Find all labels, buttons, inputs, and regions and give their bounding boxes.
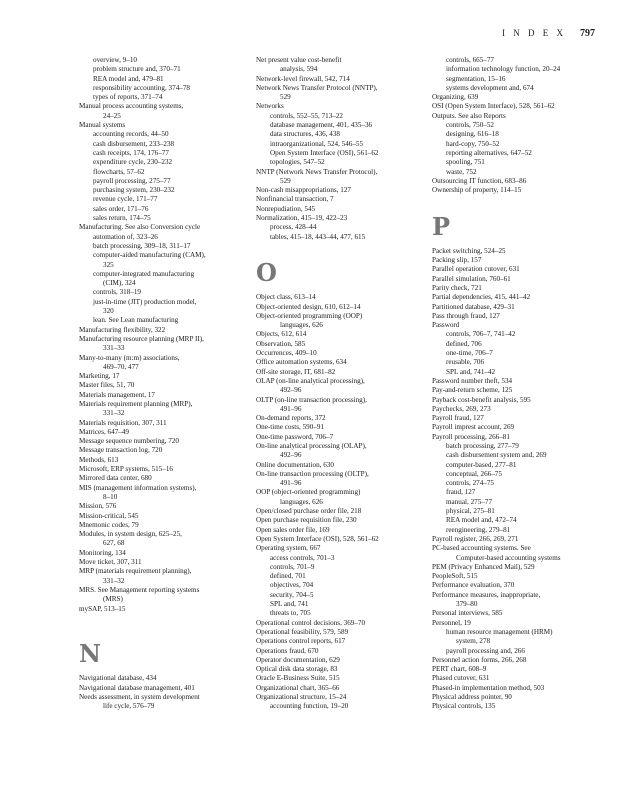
index-subentry: life cycle, 576–79 bbox=[103, 702, 155, 711]
index-entry: Network News Transfer Protocol (NNTP), bbox=[256, 83, 378, 92]
index-subentry: payroll processing and, 266 bbox=[446, 646, 525, 655]
index-subentry: 8–10 bbox=[103, 492, 118, 501]
index-entry: Outsourcing IT function, 683–86 bbox=[432, 176, 527, 185]
index-entry: Operating system, 667 bbox=[256, 544, 321, 553]
index-subentry: 627, 68 bbox=[103, 539, 125, 548]
index-column-left bbox=[79, 56, 255, 712]
index-entry: Performance evaluation, 370 bbox=[432, 581, 515, 590]
index-entry: PeopleSoft, 515 bbox=[432, 572, 478, 581]
index-subentry: revenue cycle, 171–77 bbox=[93, 195, 158, 204]
index-subentry: Open System Interface (OSI), 561–62 bbox=[270, 148, 379, 157]
index-entry: Partitioned database, 429–31 bbox=[432, 302, 515, 311]
index-subentry: problem structure and, 370–71 bbox=[93, 65, 181, 74]
index-entry: PC-based accounting systems. See bbox=[432, 544, 531, 553]
index-subentry: topologies, 547–52 bbox=[270, 158, 325, 167]
index-subentry: 331–32 bbox=[103, 409, 125, 418]
index-entry: Materials management, 17 bbox=[79, 390, 155, 399]
index-entry: OSI (Open System Interface), 528, 561–62 bbox=[432, 102, 555, 111]
index-entry: Personnel action forms, 266, 268 bbox=[432, 655, 527, 664]
index-subentry: (CIM), 324 bbox=[103, 279, 136, 288]
index-entry: Networks bbox=[256, 102, 284, 111]
index-subentry: REA model and, 479–81 bbox=[93, 74, 164, 83]
index-subentry: just-in-time (JIT) production model, bbox=[93, 297, 197, 306]
index-entry: Open purchase requisition file, 230 bbox=[256, 516, 357, 525]
index-entry: Microsoft, ERP systems, 515–16 bbox=[79, 465, 173, 474]
index-entry: Open/closed purchase order file, 218 bbox=[256, 507, 362, 516]
index-subentry: controls, 706–7, 741–42 bbox=[446, 330, 516, 339]
index-entry: Mission, 576 bbox=[79, 502, 117, 511]
index-subentry: computer-based, 277–81 bbox=[446, 460, 517, 469]
index-entry: One-time costs, 590–91 bbox=[256, 423, 325, 432]
index-subentry: SPL and, 741 bbox=[270, 600, 309, 609]
index-subentry: computer-aided manufacturing (CAM), bbox=[93, 251, 206, 260]
index-entry: Physical controls, 135 bbox=[432, 702, 496, 711]
index-subentry: (MRS) bbox=[103, 595, 123, 604]
index-entry: One-time password, 706–7 bbox=[256, 432, 334, 441]
index-subentry: 331–32 bbox=[103, 576, 125, 585]
index-entry: Phased-in implementation method, 503 bbox=[432, 683, 545, 692]
index-subentry: controls, 750–52 bbox=[446, 121, 494, 130]
index-column-middle bbox=[256, 56, 432, 712]
index-entry: Operations fraud, 670 bbox=[256, 646, 319, 655]
index-entry: Password bbox=[432, 321, 460, 330]
index-entry: Personnel, 19 bbox=[432, 618, 471, 627]
index-subentry: payroll processing, 275–77 bbox=[93, 176, 171, 185]
index-subentry: SPL and, 741–42 bbox=[446, 367, 496, 376]
index-subentry: physical, 275–81 bbox=[446, 507, 495, 516]
index-entry: Phased cutover, 631 bbox=[432, 674, 490, 683]
index-subentry: responsibility accounting, 374–78 bbox=[93, 83, 190, 92]
index-subentry: batch processing, 309–18, 311–17 bbox=[93, 241, 191, 250]
section-spacer bbox=[256, 242, 432, 251]
index-entry: On-line analytical processing (OLAP), bbox=[256, 441, 367, 450]
index-subentry: threats to, 705 bbox=[270, 609, 311, 618]
index-subentry: 529 bbox=[280, 93, 291, 102]
index-subentry: defined, 706 bbox=[446, 339, 482, 348]
index-entry: Master files, 51, 70 bbox=[79, 381, 135, 390]
index-subentry: accounting function, 19–20 bbox=[270, 702, 349, 711]
index-entry: Organizational chart, 365–66 bbox=[256, 683, 340, 692]
index-entry: Payroll processing, 266–81 bbox=[432, 432, 510, 441]
index-entry: MRP (materials requirement planning), bbox=[79, 567, 192, 576]
index-entry: Many-to-many (m:m) associations, bbox=[79, 353, 180, 362]
index-entry: Physical address pointer, 90 bbox=[432, 693, 512, 701]
index-entry: Manual systems bbox=[79, 121, 126, 130]
index-entry: On-demand reports, 372 bbox=[256, 414, 326, 423]
index-entry: Nonrepudiation, 545 bbox=[256, 204, 316, 213]
index-subentry: database management, 401, 435–36 bbox=[270, 121, 373, 130]
running-head bbox=[502, 28, 595, 39]
index-entry: Mnemonic codes, 79 bbox=[79, 520, 139, 529]
index-subentry: access controls, 701–3 bbox=[270, 553, 335, 562]
index-entry: Observation, 585 bbox=[256, 339, 306, 348]
section-spacer bbox=[432, 195, 602, 204]
index-entry: Manual process accounting systems, bbox=[79, 102, 184, 111]
index-entry: Pay-and-return scheme, 125 bbox=[432, 386, 513, 395]
section-letter: N bbox=[79, 639, 101, 669]
index-entry: Partial dependencies, 415, 441–42 bbox=[432, 293, 531, 302]
index-subentry: automation of, 323–26 bbox=[93, 232, 158, 241]
index-entry: Outputs. See also Reports bbox=[432, 111, 506, 120]
index-entry: Navigational database management, 401 bbox=[79, 683, 195, 692]
index-entry: Operator documentation, 629 bbox=[256, 655, 340, 664]
section-letter: P bbox=[432, 211, 451, 241]
index-subentry: 529 bbox=[280, 176, 291, 185]
index-subentry: manual, 275–77 bbox=[446, 497, 493, 506]
index-entry: Nonfinancial transaction, 7 bbox=[256, 195, 334, 204]
index-entry: OOP (object-oriented programming) bbox=[256, 488, 361, 497]
index-entry: Materials requirement planning (MRP), bbox=[79, 399, 193, 408]
index-subentry: defined, 701 bbox=[270, 572, 306, 581]
index-entry: Occurrences, 409–10 bbox=[256, 349, 317, 358]
index-subentry: cash receipts, 174, 176–77 bbox=[93, 148, 169, 157]
index-subentry: 325 bbox=[103, 260, 114, 269]
index-subentry: 491–96 bbox=[280, 479, 302, 488]
index-entry: Online documentation, 630 bbox=[256, 460, 334, 469]
index-subentry: system, 278 bbox=[456, 637, 491, 646]
index-entry: Matrices, 647–49 bbox=[79, 427, 129, 436]
page-number: 797 bbox=[580, 28, 595, 39]
index-subentry: analysis, 594 bbox=[280, 65, 318, 74]
index-entry: Non-cash misappropriations, 127 bbox=[256, 186, 351, 195]
index-subentry: segmentation, 15–16 bbox=[446, 74, 506, 83]
index-subentry: controls, 552–55, 713–22 bbox=[270, 111, 343, 120]
index-entry: Ownership of property, 114–15 bbox=[432, 186, 522, 195]
index-subentry: reporting alternatives, 647–52 bbox=[446, 148, 532, 157]
index-subentry: objectives, 704 bbox=[270, 581, 314, 590]
index-entry: Parallel simulation, 760–61 bbox=[432, 274, 511, 283]
index-subentry: reengineering, 279–81 bbox=[446, 525, 511, 534]
index-subentry: intraorganizational, 524, 546–55 bbox=[270, 139, 364, 148]
running-head-label: I N D E X bbox=[502, 28, 566, 38]
index-entry: Marketing, 17 bbox=[79, 372, 120, 381]
index-subentry: 379–80 bbox=[456, 600, 478, 609]
index-subentry: sales order, 171–76 bbox=[93, 204, 149, 213]
index-entry: Materials requisition, 307, 311 bbox=[79, 418, 167, 427]
section-spacer bbox=[79, 623, 255, 632]
index-subentry: Computer-based accounting systems bbox=[456, 553, 561, 562]
index-subentry: waste, 752 bbox=[446, 167, 477, 176]
index-entry: Pass through fraud, 127 bbox=[432, 311, 500, 320]
index-subentry: data structures, 436, 438 bbox=[270, 130, 341, 139]
index-subentry: batch processing, 277–79 bbox=[446, 441, 519, 450]
index-subentry: flowcharts, 57–62 bbox=[93, 167, 145, 176]
index-entry: Normalization, 415–19, 422–23 bbox=[256, 214, 348, 223]
index-subentry: 491–96 bbox=[280, 404, 302, 413]
index-entry: Open sales order file, 169 bbox=[256, 525, 330, 534]
index-entry: Manufacturing resource planning (MRP II), bbox=[79, 334, 204, 343]
index-subentry: systems development and, 674 bbox=[446, 83, 534, 92]
index-subentry: one-time, 706–7 bbox=[446, 349, 493, 358]
index-subentry: spooling, 751 bbox=[446, 158, 485, 167]
index-entry: Object-oriented design, 610, 612–14 bbox=[256, 302, 361, 311]
index-entry: Move ticket, 307, 311 bbox=[79, 558, 142, 567]
index-subentry: lean. See Lean manufacturing bbox=[93, 316, 179, 325]
index-entry: Open System Interface (OSI), 528, 561–62 bbox=[256, 534, 379, 543]
index-subentry: types of reports, 371–74 bbox=[93, 93, 163, 102]
index-subentry: cash disbursement system and, 269 bbox=[446, 451, 547, 460]
index-subentry: process, 428–44 bbox=[270, 223, 317, 232]
index-subentry: security, 704–5 bbox=[270, 590, 314, 599]
index-subentry: purchasing system, 230–232 bbox=[93, 186, 175, 195]
index-entry: Objects, 612, 614 bbox=[256, 330, 307, 339]
index-entry: Navigational database, 434 bbox=[79, 674, 157, 683]
index-entry: OLAP (on-line analytical processing), bbox=[256, 376, 365, 385]
index-entry: PERT chart, 608–9 bbox=[432, 665, 487, 674]
index-entry: Operational feasibility, 579, 589 bbox=[256, 627, 349, 636]
index-entry: Payroll imprest account, 269 bbox=[432, 423, 515, 432]
index-subentry: sales return, 174–75 bbox=[93, 214, 151, 223]
index-subentry: tables, 415–18, 443–44, 477, 615 bbox=[270, 232, 366, 241]
section-spacer bbox=[79, 614, 255, 623]
index-entry: Mirrored data center, 680 bbox=[79, 474, 152, 483]
index-entry: Needs assessment, in system development bbox=[79, 693, 200, 701]
index-subentry: controls, 701–9 bbox=[270, 562, 315, 571]
index-subentry: designing, 616–18 bbox=[446, 130, 499, 139]
index-subentry: fraud, 127 bbox=[446, 488, 476, 497]
index-entry: Payback cost-benefit analysis, 595 bbox=[432, 395, 531, 404]
index-entry: Oracle E-Business Suite, 515 bbox=[256, 674, 340, 683]
index-entry: MIS (management information systems), bbox=[79, 483, 197, 492]
index-entry: Payroll register, 266, 269, 271 bbox=[432, 534, 519, 543]
index-entry: Office automation systems, 634 bbox=[256, 358, 347, 367]
index-entry: Organizational structure, 15–24 bbox=[256, 693, 347, 701]
index-entry: Object-oriented programming (OOP) bbox=[256, 311, 363, 320]
index-subentry: 331–33 bbox=[103, 344, 125, 353]
index-entry: Performance measures, inappropriate, bbox=[432, 590, 541, 599]
index-entry: Message transaction log, 720 bbox=[79, 446, 163, 455]
index-entry: Methods, 613 bbox=[79, 455, 119, 464]
index-entry: Personal interviews, 585 bbox=[432, 609, 503, 618]
index-entry: MRS. See Management reporting systems bbox=[79, 585, 200, 594]
index-entry: Manufacturing. See also Conversion cycle bbox=[79, 223, 201, 232]
index-entry: Payroll fraud, 127 bbox=[432, 414, 484, 423]
index-entry: Password number theft, 534 bbox=[432, 376, 513, 385]
index-entry: Net present value cost-benefit bbox=[256, 56, 342, 64]
index-subentry: controls, 274–75 bbox=[446, 479, 494, 488]
index-entry: Optical disk data storage, 83 bbox=[256, 665, 338, 674]
index-subentry: expenditure cycle, 230–232 bbox=[93, 158, 173, 167]
index-entry: PEM (Privacy Enhanced Mail), 529 bbox=[432, 562, 535, 571]
index-entry: Object class, 613–14 bbox=[256, 293, 316, 302]
index-subentry: accounting records, 44–50 bbox=[93, 130, 169, 139]
index-entry: Parity check, 721 bbox=[432, 283, 482, 292]
index-entry: Manufacturing flexibility, 322 bbox=[79, 325, 166, 334]
index-entry: Paychecks, 269, 273 bbox=[432, 404, 491, 413]
index-entry: Packet switching, 524–25 bbox=[432, 246, 506, 255]
index-entry: Modules, in system design, 625–25, bbox=[79, 530, 182, 539]
index-entry: Packing slip, 157 bbox=[432, 256, 482, 265]
index-subentry: REA model and, 472–74 bbox=[446, 516, 517, 525]
index-entry: Operations control reports, 617 bbox=[256, 637, 346, 646]
index-subentry: controls, 318–19 bbox=[93, 288, 141, 297]
index-subentry: conceptual, 266–75 bbox=[446, 469, 502, 478]
index-entry: Organizing, 639 bbox=[432, 93, 479, 102]
index-entry: Off-site storage, IT, 681–82 bbox=[256, 367, 336, 376]
section-letter: O bbox=[256, 258, 277, 288]
index-subentry: languages, 626 bbox=[280, 497, 323, 506]
index-entry: Operational control decisions, 369–70 bbox=[256, 618, 366, 627]
index-subentry: 320 bbox=[103, 307, 114, 316]
index-subentry: languages, 626 bbox=[280, 321, 323, 330]
index-entry: mySAP, 513–15 bbox=[79, 604, 126, 613]
index-entry: NNTP (Network News Transfer Protocol), bbox=[256, 167, 378, 176]
index-entry: On-line transaction processing (OLTP), bbox=[256, 469, 369, 478]
index-entry: Mission-critical, 545 bbox=[79, 511, 139, 520]
index-subentry: 469–70, 477 bbox=[103, 362, 139, 371]
index-entry: Monitoring, 134 bbox=[79, 548, 126, 557]
index-entry: Network-level firewall, 542, 714 bbox=[256, 74, 350, 83]
index-subentry: cash disbursement, 233–238 bbox=[93, 139, 175, 148]
index-subentry: 492–96 bbox=[280, 386, 302, 395]
index-column-right bbox=[432, 56, 602, 712]
index-subentry: human resource management (HRM) bbox=[446, 627, 553, 636]
index-subentry: 24–25 bbox=[103, 111, 121, 120]
index-subentry: 492–96 bbox=[280, 451, 302, 460]
index-entry: Message sequence numbering, 720 bbox=[79, 437, 179, 446]
index-subentry: computer-integrated manufacturing bbox=[93, 269, 195, 278]
index-entry: Parallel operation cutover, 631 bbox=[432, 265, 520, 274]
index-subentry: hard-copy, 750–52 bbox=[446, 139, 500, 148]
index-subentry: overview, 9–10 bbox=[93, 56, 137, 64]
index-subentry: information technology function, 20–24 bbox=[446, 65, 561, 74]
index-subentry: controls, 665–77 bbox=[446, 56, 494, 64]
index-subentry: reusable, 706 bbox=[446, 358, 485, 367]
index-entry: OLTP (on-line transaction processing), bbox=[256, 395, 367, 404]
